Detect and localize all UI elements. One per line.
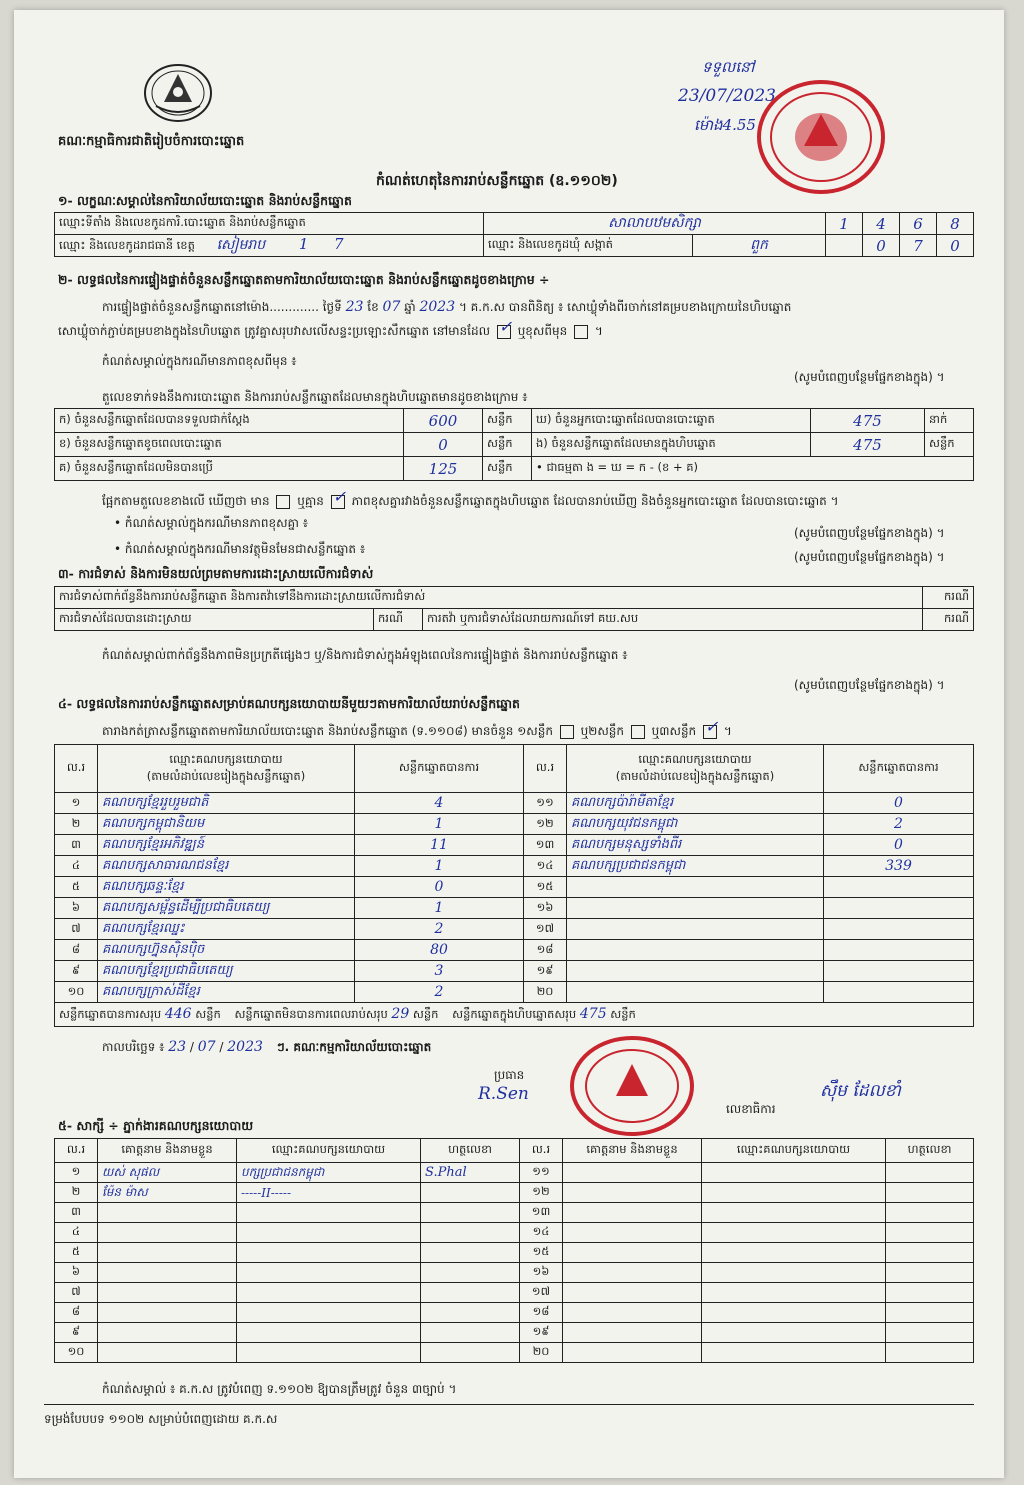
witness-row [55,1223,974,1243]
witness-number: ៣ [55,1203,98,1223]
results-row [55,898,974,919]
witness-name: ម៉ែន ម៉ាស [98,1183,237,1203]
objection-row2-unit: ករណី [374,609,423,631]
witness-number: ១៨ [520,1303,563,1323]
witness-signature [886,1323,974,1343]
verify-line-2: សោឃ្លុំចាក់ភ្ជាប់គម្របខាងក្នុងនៃហិបឆ្នោត ត្រូវគ្នាសរុបវាសលើសន្ទះប្រឡោះសឹកឆ្នោត នៅមានដែល ✓ ឬខុសពីមុន ។ [58,316,603,338]
party-votes [824,898,974,919]
witness-row [55,1323,974,1343]
results-row [55,877,974,898]
total-valid-unit: សន្លឹក [195,1006,221,1021]
witness-signature [421,1323,520,1343]
witness-signature [421,1343,520,1363]
witness-name [98,1283,237,1303]
total-valid-label: សន្លឹកឆ្នោតបានការសរុប [59,1006,162,1021]
witness-col-no: ល.រ [55,1139,98,1163]
committee-stamp-icon [568,1034,696,1138]
witness-col-party-2: ឈ្មោះគណបក្សនយោបាយ [702,1139,886,1163]
witness-number: ១៣ [520,1203,563,1223]
party-number: ៧ [55,919,98,940]
witness-number: ១២ [520,1183,563,1203]
section1-title: ១- លក្ខណៈសម្គាល់នៃការិយាល័យបោះឆ្នោត និងរាប់សន្លឹកឆ្នោត [58,193,352,208]
witness-col-name-2: គោត្តនាម និងនាមខ្លួន [563,1139,702,1163]
results-col-party-label: ឈ្មោះគណបក្សនយោបាយ [169,751,283,766]
note-nonstandard: • កំណត់សម្គាល់ក្នុងករណីមានវត្ថុមិនមែនជាសន្លឹកឆ្នោត ៖ [114,542,366,556]
witness-party: -----II----- [237,1183,421,1203]
party-name [567,940,824,961]
witness-name [563,1263,702,1283]
verify-line-1 [102,300,791,315]
witness-name [98,1303,237,1323]
witness-name [563,1223,702,1243]
witness-number: ២ [55,1183,98,1203]
party-number: ១៥ [524,877,567,898]
total-box-value: 475 [579,1005,607,1022]
witness-name [563,1283,702,1303]
results-col-no: ល.រ [55,745,98,793]
tally-b: ឬ២សន្លឹក [580,724,624,738]
chair-label: ប្រធាន [494,1068,525,1082]
witness-number: ៤ [55,1223,98,1243]
party-votes [824,919,974,940]
party-name: គណបក្សខ្មែរឈ្នះ [98,919,355,940]
results-row [55,814,974,835]
verify-text-b: ។ គ.ក.ស បានពិនិត្យ ៖ សោឃ្លុំទាំងពីរចាក់នៅគម្របខាងក្រោយនៃហិបឆ្នោត [458,300,792,314]
witness-name [563,1183,702,1203]
witness-signature [421,1283,520,1303]
compare-b: ឬគ្មាន [297,494,324,508]
party-number: ៦ [55,898,98,919]
fill-back-note-2: (សូមបំពេញបន្ថែមផ្នែកខាងក្នុង) ។ [794,526,945,540]
witness-signature [421,1223,520,1243]
witness-signature [886,1243,974,1263]
party-votes: 0 [824,835,974,856]
party-votes: 1 [355,856,524,877]
count-c-unit: សន្លឹក [483,457,532,481]
date-line: កាលបរិច្ឆេទ ៖ 23 / 07 / 2023 ៗ. គណៈកម្មការិយាល័យបោះឆ្នោត [102,1039,432,1055]
received-time: ម៉ោង4.55 [694,116,756,134]
party-number: ១១ [524,793,567,814]
count-e-unit: សន្លឹក [925,433,974,457]
section3-note: កំណត់សម្គាល់ពាក់ព័ន្ធនឹងភាពមិនប្រក្រតីផ្សេងៗ ឬ/និងការជំទាស់ក្នុងអំឡុងពេលនៃការផ្ទៀងផ្ទាត់ និងការរាប់សន្លឹកឆ្នោត ៖ [102,648,628,662]
total-valid-value: 446 [164,1005,192,1022]
witness-signature: S.Phal [421,1163,520,1183]
party-name: គណបក្សសាធារណជនខ្មែរ [98,856,355,877]
commune-code-digit: 0 [937,235,974,257]
two-sheet-checkbox[interactable] [631,725,645,739]
witness-number: ៧ [55,1283,98,1303]
witness-name [563,1323,702,1343]
commune-code-digit: 0 [863,235,900,257]
verify-line2-a: សោឃ្លុំចាក់ភ្ជាប់គម្របខាងក្នុងនៃហិបឆ្នោត ត្រូវគ្នាសរុបវាសលើសន្ទះប្រឡោះសឹកឆ្នោត នៅមានដែល [58,324,491,338]
footnote: កំណត់សម្គាល់ ៖ គ.ក.ស ត្រូវបំពេញ ទ.១១០២ ឱ្យបានត្រឹមត្រូវ ចំនួន ៣ច្បាប់ ។ [102,1382,457,1396]
results-col-party [98,745,355,793]
witness-name [563,1203,702,1223]
witness-row [55,1303,974,1323]
party-name [567,898,824,919]
different-checkbox[interactable] [574,325,588,339]
witness-party [237,1263,421,1283]
verify-year-label: ឆ្នាំ [404,300,416,314]
party-votes [824,961,974,982]
objection-row2-mid: ការតវ៉ា ឬការជំទាស់ដែលរាយការណ៍ទៅ គឃ.សប [423,609,923,631]
witness-number: ១១ [520,1163,563,1183]
section2-title: ២- លទ្ធផលនៃការផ្ទៀងផ្ទាត់ចំនួនសន្លឹកឆ្នោតតាមការិយាល័យបោះឆ្នោត និងរាប់សន្លឹកឆ្នោតដូចខាងក្រោម ÷ [58,272,550,287]
party-votes [824,982,974,1003]
count-a-value: 600 [404,409,483,433]
party-name: គណបក្សខ្មែររួបរួមជាតិ [98,793,355,814]
witness-row [55,1183,974,1203]
party-name: គណបក្សហ្វ៊ុនស៊ិនប៉ិច [98,940,355,961]
witness-signature [886,1183,974,1203]
total-invalid-unit: សន្លឹក [412,1006,439,1021]
formula-note: • ជាធម្មតា ង = ឃ = ក - (ខ + គ) [532,457,974,481]
station-code-digit: 8 [937,213,974,235]
party-votes: 3 [355,961,524,982]
section5-title: ៥- សាក្សី ÷ ភ្នាក់ងារគណបក្សនយោបាយ [58,1118,254,1133]
verify-line2-b: ឬខុសពីមុន [517,324,568,338]
results-row [55,961,974,982]
witness-name [98,1323,237,1343]
section4-title: ៤- លទ្ធផលនៃការរាប់សន្លឹកឆ្នោតសម្រាប់គណបក្សនយោបាយនីមួយៗតាមការិយាល័យរាប់សន្លឹកឆ្នោត [58,696,520,711]
official-stamp-icon [754,76,888,198]
party-votes: 2 [824,814,974,835]
witness-number: ១៩ [520,1323,563,1343]
party-name [567,982,824,1003]
party-name: គណបក្សខ្មែរអភិវឌ្ឍន៍ [98,835,355,856]
note-label: កំណត់សម្គាល់ក្នុងករណីមានភាពខុសពីមុន ៖ [102,354,297,368]
count-c-label: គ) ចំនួនសន្លឹកឆ្នោតដែលមិនបានប្រើ [55,457,404,481]
witness-col-sign: ហត្ថលេខា [421,1139,520,1163]
witness-party [237,1283,421,1303]
witness-row [55,1203,974,1223]
one-sheet-checkbox[interactable] [560,725,574,739]
results-row [55,793,974,814]
witness-signature [421,1303,520,1323]
objection-row1-label: ការជំទាស់ពាក់ព័ន្ធនឹងការរាប់សន្លឹកឆ្នោត និងការតវ៉ាទៅនឹងការដោះស្រាយលើការជំទាស់ [55,587,923,609]
fill-back-note-4: (សូមបំពេញបន្ថែមផ្នែកខាងក្នុង) ។ [794,678,945,692]
party-votes: 1 [355,814,524,835]
witness-col-party: ឈ្មោះគណបក្សនយោបាយ [237,1139,421,1163]
count-d-unit: នាក់ [925,409,974,433]
fill-back-note: (សូមបំពេញបន្ថែមផ្នែកខាងក្នុង) ។ [794,370,945,384]
witness-party [702,1163,886,1183]
witness-party [702,1303,886,1323]
province-label: ឈ្មោះ និងលេខកូដរាជធានី ខេត្ត [59,238,195,252]
party-name: គណបក្សប៉ារ៉ាមីតាខ្មែរ [567,793,824,814]
form-note: ទម្រង់បែបបទ ១១០២ សម្រាប់បំពេញដោយ គ.ក.ស [44,1412,278,1426]
witness-number: ៦ [55,1263,98,1283]
party-number: ២ [55,814,98,835]
witness-number: ៥ [55,1243,98,1263]
total-box-unit: សន្លឹក [610,1006,636,1021]
witness-party [702,1343,886,1363]
witness-number: ៩ [55,1323,98,1343]
compare-c: ភាពខុសគ្នារវាងចំនួនសន្លឹកឆ្នោតក្នុងហិបឆ្នោត ដែលបានរាប់ឃើញ និងចំនួនអ្នកបោះឆ្នោត ដែលបានបោះឆ្នោត ។ [351,494,839,508]
witness-signature [421,1203,520,1223]
total-invalid-value: 29 [391,1005,410,1022]
tally-line: តារាងកត់ត្រាសន្លឹកឆ្នោតតាមការិយាល័យបោះឆ្នោត និងរាប់សន្លឹកឆ្នោត (ទ.១១០៨) មានចំនួន ១សន្លឹក ឬ២សន្លឹក ឬ៣សន្លឹក ✓ ។ [102,716,732,738]
witness-signature [886,1303,974,1323]
received-date: 23/07/2023 [678,86,776,106]
party-number: ១២ [524,814,567,835]
witness-signature [886,1163,974,1183]
party-name: គណបក្សប្រជាជនកម្ពុជា [567,856,824,877]
party-number: ១ [55,793,98,814]
ballot-count-report-page [14,10,1004,1478]
has-difference-checkbox[interactable] [276,495,290,509]
witness-name: យស់ សុផល [98,1163,237,1183]
tally-c: ឬ៣សន្លឹក [651,724,697,738]
party-number: ១០ [55,982,98,1003]
witness-party [237,1323,421,1343]
commune-name: ពួក [693,235,826,257]
party-votes [824,940,974,961]
date-day: 23 [168,1039,187,1055]
witness-party [237,1343,421,1363]
verify-year: 2023 [419,299,456,315]
party-votes: 0 [824,793,974,814]
count-b-unit: សន្លឹក [483,433,532,457]
verify-text-a: ការផ្ទៀងផ្ទាត់ចំនួនសន្លឹកឆ្នោតនៅម៉ោង............. ថ្ងៃទី [102,300,342,314]
witness-name [98,1243,237,1263]
party-number: ២០ [524,982,567,1003]
witness-party [702,1243,886,1263]
witness-col-name: គោត្តនាម និងនាមខ្លួន [98,1139,237,1163]
witness-signature [421,1263,520,1283]
witness-party: បក្សប្រជាជនកម្ពុជា [237,1163,421,1183]
witness-row [55,1243,974,1263]
results-col-party-label-2: ឈ្មោះគណបក្សនយោបាយ [638,751,752,766]
party-name: គណបក្សឆន្ទៈខ្មែរ [98,877,355,898]
witness-party [702,1183,886,1203]
witness-name [563,1243,702,1263]
verify-month: 07 [382,299,401,315]
party-votes: 80 [355,940,524,961]
three-sheet-checkbox[interactable]: ✓ [703,725,717,739]
witness-signature [886,1343,974,1363]
witness-party [702,1203,886,1223]
results-col-party-sub-2: (តាមលំដាប់លេខរៀងក្នុងសន្លឹកឆ្នោត) [615,768,775,783]
compare-a: ផ្អែកតាមតួលេខខាងលើ ឃើញថា មាន [102,494,270,508]
station-code-digit: 4 [863,213,900,235]
count-e-label: ង) ចំនួនសន្លឹកឆ្នោតដែលមានក្នុងហិបឆ្នោត [532,433,811,457]
compare-line [102,486,839,509]
witness-party [237,1223,421,1243]
station-code-digit: 6 [900,213,937,235]
province-row [55,235,484,257]
witness-row [55,1263,974,1283]
party-number: ៣ [55,835,98,856]
station-label: ឈ្មោះទីតាំង និងលេខកូដការិ.បោះឆ្នោត និងរាប់សន្លឹកឆ្នោត [55,213,484,235]
committee-label: ៗ. គណៈកម្មការិយាល័យបោះឆ្នោត [276,1040,432,1054]
org-name: គណៈកម្មាធិការជាតិរៀបចំការបោះឆ្នោត [58,134,245,149]
results-table [54,744,974,1027]
secretary-label: លេខាធិការ [726,1102,776,1116]
witness-number: ១៤ [520,1223,563,1243]
witness-row [55,1163,974,1183]
document-title: កំណត់ហេតុនៃការរាប់សន្លឹកឆ្នោត (ឧ.១១០២) [376,173,618,189]
commune-code-blank [826,235,863,257]
date-year: 2023 [227,1039,263,1055]
results-col-votes: សន្លឹកឆ្នោតបានការ [355,745,524,793]
party-votes [824,877,974,898]
witness-party [237,1303,421,1323]
totals-row [55,1003,974,1027]
witness-row [55,1343,974,1363]
results-row [55,982,974,1003]
results-col-votes-2: សន្លឹកឆ្នោតបានការ [824,745,974,793]
party-number: ១៦ [524,898,567,919]
witness-party [702,1223,886,1243]
tally-text: តារាងកត់ត្រាសន្លឹកឆ្នោតតាមការិយាល័យបោះឆ្នោត និងរាប់សន្លឹកឆ្នោត (ទ.១១០៨) មានចំនួន ១សន្លឹក [102,724,553,738]
results-col-party-2 [567,745,824,793]
party-name: គណបក្សក្រាស់ដីខ្មែរ [98,982,355,1003]
party-name [567,919,824,940]
witness-name [563,1163,702,1183]
witness-name [98,1343,237,1363]
witness-col-sign-2: ហត្ថលេខា [886,1139,974,1163]
objection-row2-label: ការជំទាស់ដែលបានដោះស្រាយ [55,609,374,631]
party-number: ១៧ [524,919,567,940]
witness-name [98,1203,237,1223]
results-row [55,919,974,940]
province-name: សៀមរាប [216,237,266,253]
party-name: គណបក្សខ្មែរប្រជាធិបតេយ្យ [98,961,355,982]
count-b-value: 0 [404,433,483,457]
results-row [55,856,974,877]
station-code-digit: 1 [826,213,863,235]
verify-month-label: ខែ [367,300,379,314]
witness-signature [886,1263,974,1283]
witness-signature [886,1203,974,1223]
party-votes: 2 [355,919,524,940]
party-votes: 11 [355,835,524,856]
note-diff: • កំណត់សម្គាល់ក្នុងករណីមានភាពខុសគ្នា ៖ [114,516,309,530]
section1-table [54,212,974,257]
party-name: គណបក្សសម្ព័ន្ធដើម្បីប្រជាធិបតេយ្យ [98,898,355,919]
province-code-digit: 1 [298,235,309,253]
party-number: ១៨ [524,940,567,961]
chair-signature: R.Sen [478,1084,529,1104]
total-invalid-label: សន្លឹកឆ្នោតមិនបានការពេលរាប់សរុប [234,1006,388,1021]
witness-row [55,1283,974,1303]
party-number: ១៩ [524,961,567,982]
party-number: ៤ [55,856,98,877]
counts-intro: តួលេខទាក់ទងនឹងការបោះឆ្នោត និងការរាប់សន្លឹកឆ្នោតដែលមានក្នុងហិបឆ្នោតមានដូចខាងក្រោម ៖ [102,390,528,404]
date-label: កាលបរិច្ឆេទ ៖ [102,1040,165,1054]
witness-number: ១៦ [520,1263,563,1283]
objection-row2-unit2: ករណី [922,609,973,631]
witness-signature [421,1183,520,1203]
witness-number: ២០ [520,1343,563,1363]
witness-number: ១០ [55,1343,98,1363]
no-difference-checkbox[interactable]: ✓ [331,495,345,509]
party-votes: 1 [355,898,524,919]
witness-table [54,1138,974,1363]
received-label: ទទួលនៅ [702,58,755,76]
objection-row1-unit: ករណី [922,587,973,609]
witness-signature [421,1243,520,1263]
results-row [55,940,974,961]
party-number: ៨ [55,940,98,961]
total-box-label: សន្លឹកឆ្នោតក្នុងហិបឆ្នោតសរុប [452,1006,577,1021]
witness-party [237,1203,421,1223]
count-a-unit: សន្លឹក [483,409,532,433]
results-row [55,835,974,856]
commune-label: ឈ្មោះ និងលេខកូដឃុំ សង្កាត់ [484,235,693,257]
witness-name [98,1223,237,1243]
witness-signature [886,1223,974,1243]
witness-party [237,1243,421,1263]
count-d-label: ឃ) ចំនួនអ្នកបោះឆ្នោតដែលបានបោះឆ្នោត [532,409,811,433]
count-e-value: 475 [811,433,925,457]
count-b-label: ខ) ចំនួនសន្លឹកឆ្នោតខូចពេលបោះឆ្នោត [55,433,404,457]
witness-party [702,1283,886,1303]
section3-title: ៣- ការជំទាស់ និងការមិនយល់ព្រមតាមការដោះស្រាយលើការជំទាស់ [58,566,374,581]
party-number: ១៣ [524,835,567,856]
witness-party [702,1263,886,1283]
witness-col-no-2: ល.រ [520,1139,563,1163]
party-name: គណបក្សយុវជនកម្ពុជា [567,814,824,835]
party-votes: 2 [355,982,524,1003]
party-number: ៥ [55,877,98,898]
witness-name [563,1303,702,1323]
party-number: ១៤ [524,856,567,877]
witness-signature [886,1283,974,1303]
witness-number: ១ [55,1163,98,1183]
fill-back-note-3: (សូមបំពេញបន្ថែមផ្នែកខាងក្នុង) ។ [794,550,945,564]
results-col-no-2: ល.រ [524,745,567,793]
party-name: គណបក្សកម្ពុជានិយម [98,814,355,835]
party-votes: 0 [355,877,524,898]
count-c-value: 125 [404,457,483,481]
party-name: គណបក្សមនុស្សទាំងពីរ [567,835,824,856]
note-row [102,354,962,369]
same-checkbox[interactable]: ✓ [497,325,511,339]
witness-number: ១៥ [520,1243,563,1263]
commune-code-digit: 7 [900,235,937,257]
witness-name [563,1343,702,1363]
verify-day: 23 [345,299,364,315]
counts-table [54,408,974,481]
witness-name [98,1263,237,1283]
count-a-label: ក) ចំនួនសន្លឹកឆ្នោតដែលបានទទួលជាក់ស្តែង [55,409,404,433]
party-name [567,877,824,898]
objection-table [54,586,974,631]
nec-emblem-icon [142,62,214,124]
witness-number: ៨ [55,1303,98,1323]
date-month: 07 [197,1039,216,1055]
station-name: សាលាបឋមសិក្សា [484,213,826,235]
province-code-digit: 7 [334,235,344,253]
count-d-value: 475 [811,409,925,433]
party-name [567,961,824,982]
footer-divider [44,1404,974,1405]
secretary-signature: ស៊ឹម ដែលខាំ [820,1081,901,1101]
party-votes: 339 [824,856,974,877]
party-number: ៩ [55,961,98,982]
witness-number: ១៧ [520,1283,563,1303]
results-col-party-sub: (តាមលំដាប់លេខរៀងក្នុងសន្លឹកឆ្នោត) [146,768,306,783]
party-votes: 4 [355,793,524,814]
witness-party [702,1323,886,1343]
